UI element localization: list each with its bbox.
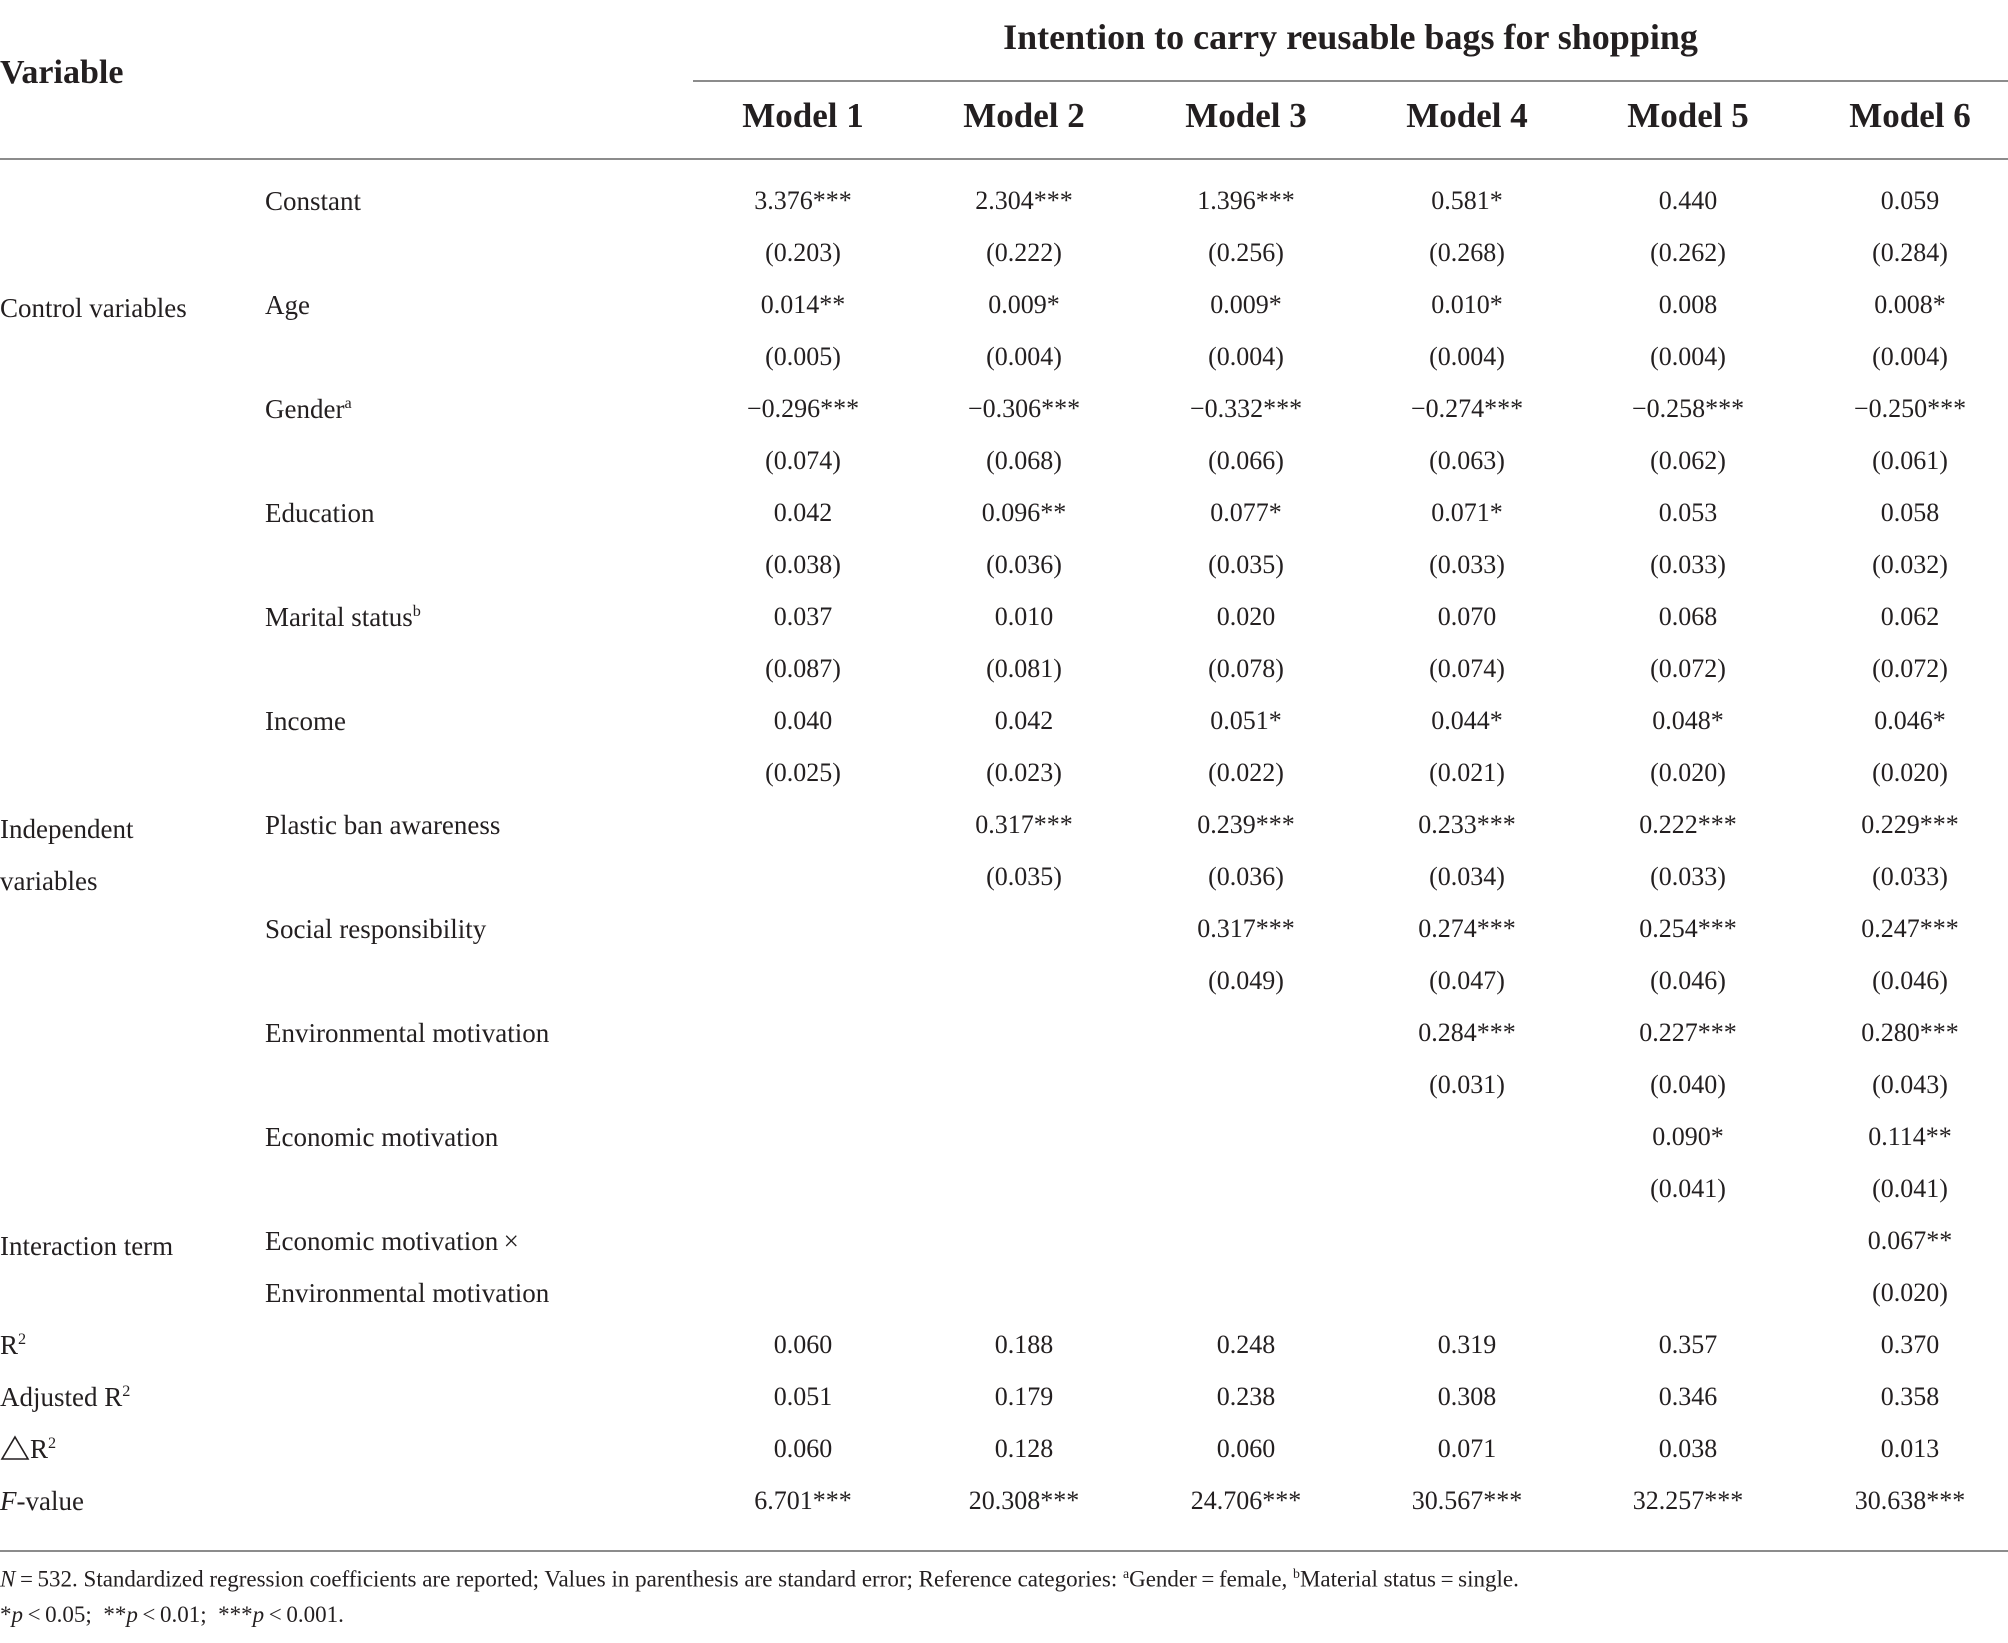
- stat-label-text: R: [30, 1434, 49, 1464]
- row-label-text: Age: [265, 290, 310, 320]
- row-label-text: Education: [265, 498, 375, 528]
- stat-cell: 0.179: [994, 1382, 1054, 1411]
- se-cell: (0.063): [1429, 446, 1505, 475]
- note-p005: *p < 0.05;: [0, 1602, 92, 1627]
- coef-cell: 0.068: [1658, 602, 1718, 631]
- row-label: [265, 810, 500, 841]
- model-5-header: Model 5: [1627, 96, 1749, 135]
- note-marital: Material status = single.: [1299, 1566, 1519, 1592]
- model-3-header: Model 3: [1185, 96, 1307, 135]
- se-cell: (0.074): [765, 446, 841, 475]
- se-cell: (0.035): [1208, 550, 1284, 579]
- stat-cell: 0.060: [1216, 1434, 1276, 1463]
- se-cell: (0.033): [1429, 550, 1505, 579]
- stat-cell: 0.319: [1437, 1330, 1497, 1359]
- row-label-text: Gender: [265, 394, 345, 424]
- se-cell: (0.046): [1650, 966, 1726, 995]
- coef-cell: 0.053: [1658, 498, 1718, 527]
- coef-cell: 0.317***: [975, 810, 1073, 839]
- se-cell: (0.047): [1429, 966, 1505, 995]
- coef-cell: −0.250***: [1853, 394, 1967, 423]
- coef-cell: 0.008*: [1874, 290, 1946, 319]
- stat-cell: 0.248: [1216, 1330, 1276, 1359]
- coef-cell: 0.042: [994, 706, 1054, 735]
- se-cell: (0.020): [1872, 1278, 1948, 1307]
- coef-cell: 0.010*: [1431, 290, 1503, 319]
- se-cell: (0.033): [1872, 862, 1948, 891]
- note-p001: **p < 0.01;: [103, 1602, 207, 1627]
- se-cell: (0.005): [765, 342, 841, 371]
- se-cell: (0.021): [1429, 758, 1505, 787]
- header-subrule: [693, 80, 2008, 82]
- note-n: N: [0, 1566, 16, 1592]
- stat-label-text: Adjusted R: [0, 1382, 123, 1412]
- coef-cell: 0.227***: [1639, 1018, 1737, 1047]
- coef-cell: 0.233***: [1418, 810, 1516, 839]
- coef-cell: 0.048*: [1652, 706, 1724, 735]
- stat-cell: 0.071: [1437, 1434, 1497, 1463]
- note-p0001: ***p < 0.001.: [218, 1602, 344, 1627]
- stat-cell: 0.358: [1880, 1382, 1940, 1411]
- coef-cell: 1.396***: [1197, 186, 1295, 215]
- coef-cell: 0.040: [773, 706, 833, 735]
- se-cell: (0.046): [1872, 966, 1948, 995]
- se-cell: (0.036): [1208, 862, 1284, 891]
- se-cell: (0.032): [1872, 550, 1948, 579]
- row-label: [265, 1122, 498, 1153]
- stat-cell: 0.188: [994, 1330, 1054, 1359]
- delta-triangle-icon: [0, 1435, 30, 1461]
- se-cell: (0.072): [1872, 654, 1948, 683]
- stat-label-sup: 2: [48, 1434, 57, 1452]
- stat-cell: 0.357: [1658, 1330, 1718, 1359]
- model-1-header: Model 1: [742, 96, 864, 135]
- coef-cell: 0.274***: [1418, 914, 1516, 943]
- se-cell: (0.081): [986, 654, 1062, 683]
- se-cell: (0.035): [986, 862, 1062, 891]
- se-cell: (0.025): [765, 758, 841, 787]
- stat-cell: 20.308***: [968, 1486, 1080, 1515]
- row-label-sup: a: [344, 394, 352, 412]
- variable-header: Variable: [0, 54, 124, 91]
- stat-label-italic: F: [0, 1486, 17, 1516]
- stat-cell: 6.701***: [754, 1486, 852, 1515]
- stat-label-sup: 2: [122, 1382, 131, 1400]
- stat-label: [0, 1486, 84, 1517]
- se-cell: (0.268): [1429, 238, 1505, 267]
- stat-label-text: R: [0, 1330, 19, 1360]
- se-cell: (0.041): [1650, 1174, 1726, 1203]
- stat-cell: 0.013: [1880, 1434, 1940, 1463]
- row-label-continued: Environmental motivation: [265, 1278, 550, 1308]
- se-cell: (0.262): [1650, 238, 1726, 267]
- se-cell: (0.020): [1872, 758, 1948, 787]
- model-2-header: Model 2: [963, 96, 1085, 135]
- row-label-text: Economic motivation: [265, 1122, 499, 1152]
- coef-cell: 0.090*: [1652, 1122, 1724, 1151]
- row-label-text: Marital status: [265, 602, 413, 632]
- stat-label-sup: 2: [18, 1330, 27, 1348]
- row-label-text: Economic motivation ×: [265, 1226, 519, 1256]
- coef-cell: 0.046*: [1874, 706, 1946, 735]
- coef-cell: −0.296***: [746, 394, 860, 423]
- se-cell: (0.004): [1872, 342, 1948, 371]
- row-label: [265, 498, 374, 529]
- header-bottom-rule: [0, 158, 2008, 160]
- group-control-variables: Control variables: [0, 293, 187, 323]
- table-note-line2: [0, 1602, 344, 1628]
- coef-cell: 0.239***: [1197, 810, 1295, 839]
- se-cell: (0.033): [1650, 550, 1726, 579]
- se-cell: (0.022): [1208, 758, 1284, 787]
- row-label-text: Social responsibility: [265, 914, 487, 944]
- se-cell: (0.087): [765, 654, 841, 683]
- group-independent-line1: Independent: [0, 814, 134, 844]
- coef-cell: −0.332***: [1189, 394, 1303, 423]
- row-label-text: Plastic ban awareness: [265, 810, 501, 840]
- coef-cell: 0.070: [1437, 602, 1497, 631]
- coef-cell: 0.037: [773, 602, 833, 631]
- se-cell: (0.072): [1650, 654, 1726, 683]
- coef-cell: 0.229***: [1861, 810, 1959, 839]
- stat-cell: 0.060: [773, 1434, 833, 1463]
- se-cell: (0.078): [1208, 654, 1284, 683]
- se-cell: (0.004): [1429, 342, 1505, 371]
- note-sup-b: b: [1293, 1566, 1300, 1581]
- coef-cell: 0.440: [1658, 186, 1718, 215]
- coef-cell: 0.014**: [760, 290, 846, 319]
- coef-cell: 0.067**: [1867, 1226, 1953, 1255]
- coef-cell: 0.044*: [1431, 706, 1503, 735]
- coef-cell: 0.009*: [988, 290, 1060, 319]
- se-cell: (0.040): [1650, 1070, 1726, 1099]
- stat-cell: 0.038: [1658, 1434, 1718, 1463]
- coef-cell: 0.051*: [1210, 706, 1282, 735]
- coef-cell: 0.581*: [1431, 186, 1503, 215]
- row-label-text: Environmental motivation: [265, 1018, 550, 1048]
- coef-cell: 0.062: [1880, 602, 1940, 631]
- coef-cell: 2.304***: [975, 186, 1073, 215]
- se-cell: (0.033): [1650, 862, 1726, 891]
- stat-cell: 0.308: [1437, 1382, 1497, 1411]
- se-cell: (0.031): [1429, 1070, 1505, 1099]
- note-sup-a: a: [1122, 1566, 1130, 1581]
- se-cell: (0.004): [1650, 342, 1726, 371]
- stat-label: [0, 1434, 56, 1465]
- stat-cell: 0.051: [773, 1382, 833, 1411]
- coef-cell: 0.071*: [1431, 498, 1503, 527]
- coef-cell: 3.376***: [754, 186, 852, 215]
- row-label: [265, 394, 352, 425]
- coef-cell: 0.096**: [981, 498, 1067, 527]
- coef-cell: −0.258***: [1631, 394, 1745, 423]
- note-gender: Gender = female,: [1129, 1566, 1294, 1592]
- dependent-variable-header: Intention to carry reusable bags for shopping: [1003, 17, 1698, 57]
- se-cell: (0.222): [986, 238, 1062, 267]
- se-cell: (0.004): [1208, 342, 1284, 371]
- se-cell: (0.284): [1872, 238, 1948, 267]
- coef-cell: 0.020: [1216, 602, 1276, 631]
- coef-cell: 0.077*: [1210, 498, 1282, 527]
- row-label: [265, 602, 421, 633]
- stat-cell: 0.346: [1658, 1382, 1718, 1411]
- se-cell: (0.203): [765, 238, 841, 267]
- se-cell: (0.041): [1872, 1174, 1948, 1203]
- coef-cell: 0.008: [1658, 290, 1718, 319]
- coef-cell: 0.059: [1880, 186, 1940, 215]
- model-6-header: Model 6: [1849, 96, 1971, 135]
- se-cell: (0.061): [1872, 446, 1948, 475]
- row-label: [265, 186, 361, 217]
- group-interaction-term: Interaction term: [0, 1231, 174, 1261]
- coef-cell: 0.009*: [1210, 290, 1282, 319]
- coef-cell: 0.280***: [1861, 1018, 1959, 1047]
- stat-cell: 30.567***: [1411, 1486, 1523, 1515]
- coef-cell: 0.317***: [1197, 914, 1295, 943]
- coef-cell: 0.284***: [1418, 1018, 1516, 1047]
- stat-cell: 0.370: [1880, 1330, 1940, 1359]
- table-bottom-rule: [0, 1550, 2008, 1552]
- table-note-line1: [0, 1566, 1519, 1593]
- se-cell: (0.049): [1208, 966, 1284, 995]
- stat-label-text: -value: [16, 1486, 84, 1516]
- se-cell: (0.062): [1650, 446, 1726, 475]
- se-cell: (0.043): [1872, 1070, 1948, 1099]
- row-label-text: Constant: [265, 186, 362, 216]
- row-label: [265, 1226, 519, 1257]
- group-independent-line2: variables: [0, 866, 98, 896]
- row-label: [265, 1018, 549, 1049]
- note-text: = 532. Standardized regression coefficients are reported; Values in parenthesis are standard error; Reference categories:: [15, 1566, 1123, 1592]
- row-label-text: Income: [265, 706, 346, 736]
- se-cell: (0.256): [1208, 238, 1284, 267]
- coef-cell: −0.274***: [1410, 394, 1524, 423]
- se-cell: (0.004): [986, 342, 1062, 371]
- stat-label: [0, 1330, 26, 1361]
- row-label: [265, 914, 486, 945]
- coef-cell: −0.306***: [967, 394, 1081, 423]
- se-cell: (0.023): [986, 758, 1062, 787]
- stat-cell: 24.706***: [1190, 1486, 1302, 1515]
- se-cell: (0.036): [986, 550, 1062, 579]
- coef-cell: 0.222***: [1639, 810, 1737, 839]
- stat-cell: 0.128: [994, 1434, 1054, 1463]
- coef-cell: 0.042: [773, 498, 833, 527]
- coef-cell: 0.254***: [1639, 914, 1737, 943]
- stat-cell: 30.638***: [1854, 1486, 1966, 1515]
- se-cell: (0.038): [765, 550, 841, 579]
- coef-cell: 0.247***: [1861, 914, 1959, 943]
- se-cell: (0.020): [1650, 758, 1726, 787]
- stat-label: [0, 1382, 130, 1413]
- coef-cell: 0.058: [1880, 498, 1940, 527]
- coef-cell: 0.114**: [1868, 1122, 1952, 1151]
- model-4-header: Model 4: [1406, 96, 1528, 135]
- se-cell: (0.066): [1208, 446, 1284, 475]
- se-cell: (0.034): [1429, 862, 1505, 891]
- row-label-sup: b: [412, 602, 421, 620]
- stat-cell: 0.060: [773, 1330, 833, 1359]
- stat-cell: 0.238: [1216, 1382, 1276, 1411]
- stat-cell: 32.257***: [1632, 1486, 1744, 1515]
- row-label: [265, 290, 310, 321]
- row-label: [265, 706, 346, 737]
- coef-cell: 0.010: [994, 602, 1054, 631]
- se-cell: (0.074): [1429, 654, 1505, 683]
- se-cell: (0.068): [986, 446, 1062, 475]
